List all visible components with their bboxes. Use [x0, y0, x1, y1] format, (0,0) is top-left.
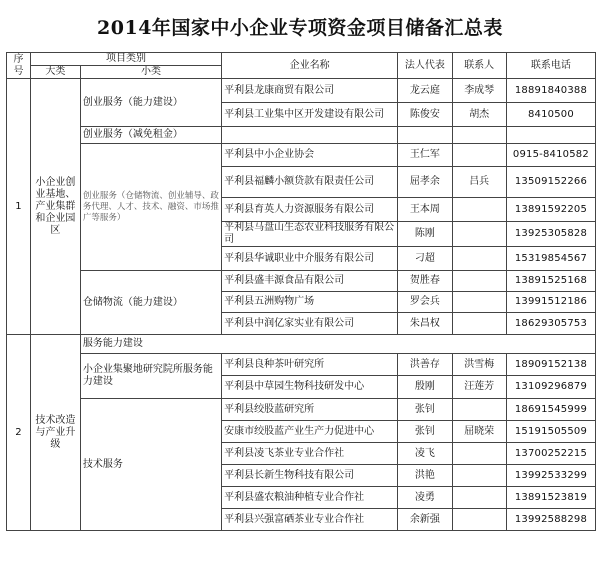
subcategory-label: 仓储物流（能力建设） — [80, 271, 221, 335]
phone-cell: 18891840388 — [506, 79, 595, 103]
contact-cell — [452, 487, 506, 509]
group-seq: 2 — [7, 335, 31, 531]
subcategory-label: 服务能力建设 — [80, 335, 595, 354]
phone-cell: 18691545999 — [506, 399, 595, 421]
rep-cell: 王本周 — [398, 198, 452, 222]
contact-cell — [452, 465, 506, 487]
page-title: 2014年国家中小企业专项资金项目储备汇总表 — [97, 16, 503, 39]
phone-cell: 8410500 — [506, 103, 595, 127]
company-cell: 平利县凌飞茶业专业合作社 — [222, 443, 398, 465]
rep-cell: 贺胜春 — [398, 271, 452, 292]
contact-cell: 胡杰 — [452, 103, 506, 127]
table-row — [7, 399, 596, 421]
header-seq: 序号 — [7, 53, 31, 79]
contact-cell — [452, 127, 506, 144]
phone-cell: 0915-8410582 — [506, 144, 595, 167]
group-major: 技术改造与产业升级 — [30, 335, 80, 531]
rep-cell: 张钊 — [398, 399, 452, 421]
header-company: 企业名称 — [222, 53, 398, 79]
rep-cell: 屈孝余 — [398, 167, 452, 198]
company-cell: 平利县盛丰源食品有限公司 — [222, 271, 398, 292]
rep-cell: 殷刚 — [398, 376, 452, 399]
contact-cell — [452, 198, 506, 222]
rep-cell: 王仁军 — [398, 144, 452, 167]
company-cell: 平利县五洲购物广场 — [222, 292, 398, 313]
rep-cell: 凌飞 — [398, 443, 452, 465]
contact-cell — [452, 271, 506, 292]
phone-cell: 18909152138 — [506, 354, 595, 376]
table-row — [7, 335, 596, 354]
phone-cell: 18629305753 — [506, 313, 595, 335]
phone-cell: 13509152266 — [506, 167, 595, 198]
rep-cell: 余新强 — [398, 509, 452, 531]
rep-cell: 陈刚 — [398, 222, 452, 247]
company-cell: 平利县华诚职业中介服务有限公司 — [222, 247, 398, 271]
contact-cell — [452, 222, 506, 247]
phone-cell: 13992588298 — [506, 509, 595, 531]
contact-cell — [452, 144, 506, 167]
subcategory-label: 创业服务（仓储物流、创业辅导、政务代理、人才、技术、融资、市场推广等服务） — [80, 144, 221, 271]
company-cell: 平利县兴强富硒茶业专业合作社 — [222, 509, 398, 531]
table-row — [7, 354, 596, 376]
company-cell: 平利县中草园生物科技研发中心 — [222, 376, 398, 399]
rep-cell: 张钊 — [398, 421, 452, 443]
company-cell: 平利县长新生物科技有限公司 — [222, 465, 398, 487]
header-category: 项目类别 — [30, 53, 221, 66]
table-row — [7, 144, 596, 167]
rep-cell: 龙云庭 — [398, 79, 452, 103]
phone-cell: 13700252215 — [506, 443, 595, 465]
rep-cell: 陈俊安 — [398, 103, 452, 127]
contact-cell — [452, 509, 506, 531]
contact-cell: 屈晓荣 — [452, 421, 506, 443]
header-rep: 法人代表 — [398, 53, 452, 79]
phone-cell: 13925305828 — [506, 222, 595, 247]
contact-cell — [452, 443, 506, 465]
header-row-1 — [7, 53, 596, 66]
company-cell: 平利县良种茶叶研究所 — [222, 354, 398, 376]
company-cell: 平利县福麟小额贷款有限责任公司 — [222, 167, 398, 198]
rep-cell: 洪艳 — [398, 465, 452, 487]
phone-cell: 13891523819 — [506, 487, 595, 509]
phone-cell: 13891592205 — [506, 198, 595, 222]
rep-cell: 凌勇 — [398, 487, 452, 509]
subcategory-label: 技术服务 — [80, 399, 221, 531]
rep-cell: 罗会兵 — [398, 292, 452, 313]
company-cell: 平利县工业集中区开发建设有限公司 — [222, 103, 398, 127]
contact-cell: 洪雪梅 — [452, 354, 506, 376]
phone-cell: 15319854567 — [506, 247, 595, 271]
contact-cell — [452, 247, 506, 271]
company-cell: 平利县盛农粮油种植专业合作社 — [222, 487, 398, 509]
subcategory-label: 创业服务（减免租金） — [80, 127, 221, 144]
table-row — [7, 127, 596, 144]
table-row — [7, 79, 596, 103]
company-cell: 平利县育英人力资源服务有限公司 — [222, 198, 398, 222]
contact-cell: 李成琴 — [452, 79, 506, 103]
rep-cell: 朱昌权 — [398, 313, 452, 335]
phone-cell: 13991512186 — [506, 292, 595, 313]
company-cell: 平利县中小企业协会 — [222, 144, 398, 167]
phone-cell: 13992533299 — [506, 465, 595, 487]
contact-cell — [452, 313, 506, 335]
header-major: 大类 — [30, 66, 80, 79]
rep-cell: 刁超 — [398, 247, 452, 271]
header-minor: 小类 — [80, 66, 221, 79]
table-body — [7, 79, 596, 531]
company-cell: 安康市绞股蓝产业生产力促进中心 — [222, 421, 398, 443]
company-cell: 平利县龙康商贸有限公司 — [222, 79, 398, 103]
phone-cell: 13891525168 — [506, 271, 595, 292]
subcategory-label: 创业服务（能力建设） — [80, 79, 221, 127]
company-cell: 平利县马盘山生态农业科技服务有限公司 — [222, 222, 398, 247]
contact-cell — [452, 292, 506, 313]
company-cell: 平利县绞股蓝研究所 — [222, 399, 398, 421]
table-row — [7, 271, 596, 292]
header-contact: 联系人 — [452, 53, 506, 79]
phone-cell — [506, 127, 595, 144]
rep-cell: 洪善存 — [398, 354, 452, 376]
phone-cell: 13109296879 — [506, 376, 595, 399]
rep-cell — [398, 127, 452, 144]
group-major: 小企业创业基地、产业集群和企业园区 — [30, 79, 80, 335]
group-seq: 1 — [7, 79, 31, 335]
contact-cell — [452, 399, 506, 421]
contact-cell: 汪莲芳 — [452, 376, 506, 399]
company-cell — [222, 127, 398, 144]
subcategory-label: 小企业集聚地研究院所服务能力建设 — [80, 354, 221, 399]
company-cell: 平利县中润亿家实业有限公司 — [222, 313, 398, 335]
project-table — [6, 52, 596, 531]
phone-cell: 15191505509 — [506, 421, 595, 443]
contact-cell: 吕兵 — [452, 167, 506, 198]
header-phone: 联系电话 — [506, 53, 595, 79]
